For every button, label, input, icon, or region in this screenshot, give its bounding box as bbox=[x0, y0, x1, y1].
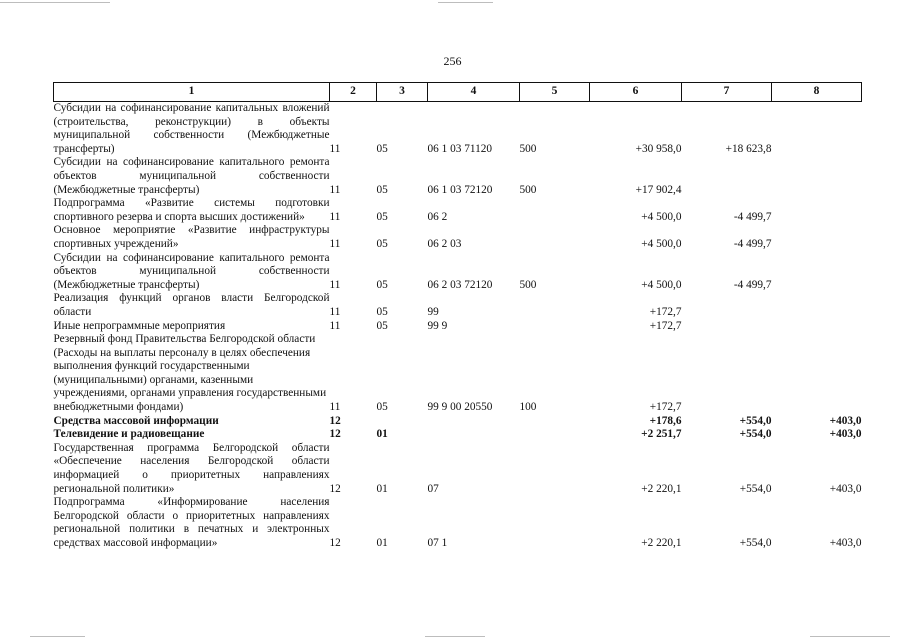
row-section: 11 bbox=[329, 401, 341, 414]
row-subsection: 05 bbox=[376, 237, 388, 250]
row-amount-7 bbox=[682, 333, 772, 415]
column-header: 7 bbox=[682, 83, 772, 102]
table-row bbox=[54, 333, 862, 415]
page-number: 256 bbox=[443, 54, 462, 68]
row-expense-type: 500 bbox=[519, 142, 537, 155]
row-amount-7 bbox=[682, 156, 772, 197]
row-amount-6: +30 958,0 bbox=[635, 142, 682, 155]
row-amount-8 bbox=[772, 320, 862, 334]
row-section: 11 bbox=[329, 237, 341, 250]
row-amount-6: +2 220,1 bbox=[641, 537, 682, 549]
row-section: 11 bbox=[329, 210, 341, 223]
row-expense-type bbox=[520, 428, 590, 442]
row-amount-7 bbox=[682, 292, 772, 319]
row-amount-8 bbox=[772, 292, 862, 319]
row-subsection: 01 bbox=[376, 482, 388, 495]
scan-artifact-top-left bbox=[0, 2, 110, 3]
row-amount-6: +4 500,0 bbox=[641, 237, 682, 250]
row-amount-6: +178,6 bbox=[649, 414, 682, 427]
row-section: 12 bbox=[329, 482, 341, 495]
row-subsection: 05 bbox=[376, 319, 388, 332]
row-section: 11 bbox=[329, 183, 341, 196]
table-row bbox=[54, 156, 862, 197]
row-amount-7: -4 499,7 bbox=[733, 278, 772, 291]
row-amount-6: +17 902,4 bbox=[635, 183, 682, 196]
row-amount-8 bbox=[772, 224, 862, 251]
row-amount-8: +403,0 bbox=[829, 428, 862, 441]
row-description: Основное мероприятие «Развитие инфраструктуры спортивных учреждений» bbox=[53, 224, 330, 250]
row-subsection: 05 bbox=[376, 278, 388, 291]
row-amount-7: -4 499,7 bbox=[733, 237, 772, 250]
table-row bbox=[54, 224, 862, 251]
scan-artifact-bottom-left bbox=[30, 636, 85, 637]
table-row bbox=[54, 102, 862, 157]
row-expense-type bbox=[520, 197, 590, 224]
row-amount-8: +403,0 bbox=[829, 414, 862, 427]
row-target-code bbox=[428, 415, 520, 429]
row-expense-type bbox=[520, 224, 590, 251]
row-amount-8 bbox=[772, 156, 862, 197]
column-header: 5 bbox=[520, 83, 590, 102]
row-expense-type bbox=[520, 292, 590, 319]
column-header: 1 bbox=[54, 83, 330, 102]
column-header: 2 bbox=[330, 83, 377, 102]
row-subsection: 05 bbox=[376, 210, 388, 223]
row-subsection: 05 bbox=[376, 183, 388, 196]
table-row bbox=[54, 496, 862, 550]
table-row-section-total bbox=[54, 415, 862, 429]
row-amount-8: +403,0 bbox=[829, 537, 862, 549]
row-target-code: 06 1 03 71120 bbox=[427, 142, 493, 155]
row-section: 12 bbox=[329, 414, 341, 427]
column-header: 6 bbox=[590, 83, 682, 102]
row-amount-7: +554,0 bbox=[739, 537, 772, 549]
row-amount-7: +18 623,8 bbox=[725, 142, 772, 155]
row-expense-type: 500 bbox=[519, 183, 537, 196]
row-section: 11 bbox=[329, 305, 341, 318]
row-target-code bbox=[428, 428, 520, 442]
table-row bbox=[54, 197, 862, 224]
row-description: Субсидии на софинансирование капитального ремонта объектов муниципальной собственности (Межбюджетные трансферты) bbox=[53, 156, 330, 196]
row-amount-7: -4 499,7 bbox=[733, 210, 772, 223]
table-row bbox=[54, 442, 862, 496]
row-amount-7: +554,0 bbox=[739, 428, 772, 441]
row-amount-7: +554,0 bbox=[739, 482, 772, 495]
row-description: Иные непрограммные мероприятия bbox=[53, 319, 226, 332]
row-description: Телевидение и радиовещание bbox=[53, 428, 205, 441]
row-description: Субсидии на софинансирование капитального ремонта объектов муниципальной собственности (Межбюджетные трансферты) bbox=[53, 251, 330, 291]
row-description: Государственная программа Белгородской области «Обеспечение населения Белгородской области информацией о приоритетных направлениях региональной политики» bbox=[53, 441, 330, 495]
row-expense-type bbox=[520, 496, 590, 550]
row-expense-type bbox=[520, 320, 590, 334]
row-amount-7 bbox=[682, 320, 772, 334]
row-expense-type: 500 bbox=[519, 278, 537, 291]
column-header: 8 bbox=[772, 83, 862, 102]
row-amount-8 bbox=[772, 333, 862, 415]
row-amount-6: +2 220,1 bbox=[641, 482, 682, 495]
row-description: Подпрограмма «Информирование населения Белгородской области о приоритетных направлениях региональной политики в печатных и электронных средствах массовой информации» bbox=[53, 496, 330, 549]
row-subsection: 01 bbox=[376, 537, 388, 549]
row-section: 11 bbox=[329, 319, 341, 332]
row-description: Субсидии на софинансирование капитальных вложений (строительства, реконструкции) в объекты муниципальной собственности (Межбюджетные трансферты) bbox=[53, 102, 330, 155]
row-expense-type bbox=[520, 442, 590, 496]
row-target-code: 99 9 00 20550 bbox=[427, 401, 493, 414]
column-header: 3 bbox=[377, 83, 428, 102]
row-subsection: 05 bbox=[376, 305, 388, 318]
row-description: Средства массовой информации bbox=[53, 414, 219, 427]
scan-artifact-bottom-right bbox=[810, 636, 890, 637]
row-amount-8 bbox=[772, 102, 862, 157]
row-target-code: 07 bbox=[427, 482, 439, 495]
row-description: Резервный фонд Правительства Белгородской области (Расходы на выплаты персоналу в целях обеспечения выполнения функций государственными (муниципальными) органами, казенными учреждениями, органами управления государственными внебюджетными фондами) bbox=[53, 333, 327, 414]
row-target-code: 06 1 03 72120 bbox=[427, 183, 493, 196]
row-amount-8: +403,0 bbox=[829, 482, 862, 495]
row-amount-6: +4 500,0 bbox=[641, 278, 682, 291]
row-target-code: 06 2 03 72120 bbox=[427, 278, 493, 291]
row-description: Подпрограмма «Развитие системы подготовки спортивного резерва и спорта высших достижений» bbox=[53, 197, 330, 223]
row-description: Реализация функций органов власти Белгородской области bbox=[53, 292, 330, 318]
column-number-row bbox=[54, 83, 862, 102]
row-subsection bbox=[377, 415, 428, 429]
row-section: 11 bbox=[329, 278, 341, 291]
row-expense-type bbox=[520, 415, 590, 429]
row-target-code: 99 bbox=[427, 305, 439, 318]
scan-artifact-bottom-mid bbox=[425, 636, 485, 637]
row-amount-8 bbox=[772, 197, 862, 224]
row-amount-8 bbox=[772, 252, 862, 293]
row-target-code: 99 9 bbox=[427, 319, 448, 332]
row-subsection: 05 bbox=[376, 142, 388, 155]
row-section: 12 bbox=[329, 428, 341, 441]
row-amount-7: +554,0 bbox=[739, 414, 772, 427]
table-row bbox=[54, 252, 862, 293]
row-target-code: 07 1 bbox=[427, 537, 448, 549]
table-row-subsection-total bbox=[54, 428, 862, 442]
table-row bbox=[54, 292, 862, 319]
row-subsection: 01 bbox=[376, 428, 388, 441]
column-header: 4 bbox=[428, 83, 520, 102]
row-amount-6: +172,7 bbox=[649, 319, 682, 332]
scan-artifact-top-mid bbox=[438, 2, 493, 3]
row-subsection: 05 bbox=[376, 401, 388, 414]
row-amount-6: +2 251,7 bbox=[641, 428, 682, 441]
row-target-code: 06 2 bbox=[427, 210, 448, 223]
row-amount-6: +172,7 bbox=[649, 305, 682, 318]
row-section: 12 bbox=[329, 537, 341, 549]
row-amount-6: +4 500,0 bbox=[641, 210, 682, 223]
row-amount-6: +172,7 bbox=[649, 401, 682, 414]
row-expense-type: 100 bbox=[519, 401, 537, 414]
row-section: 11 bbox=[329, 142, 341, 155]
budget-table bbox=[53, 82, 862, 551]
row-target-code: 06 2 03 bbox=[427, 237, 462, 250]
table-row bbox=[54, 320, 862, 334]
